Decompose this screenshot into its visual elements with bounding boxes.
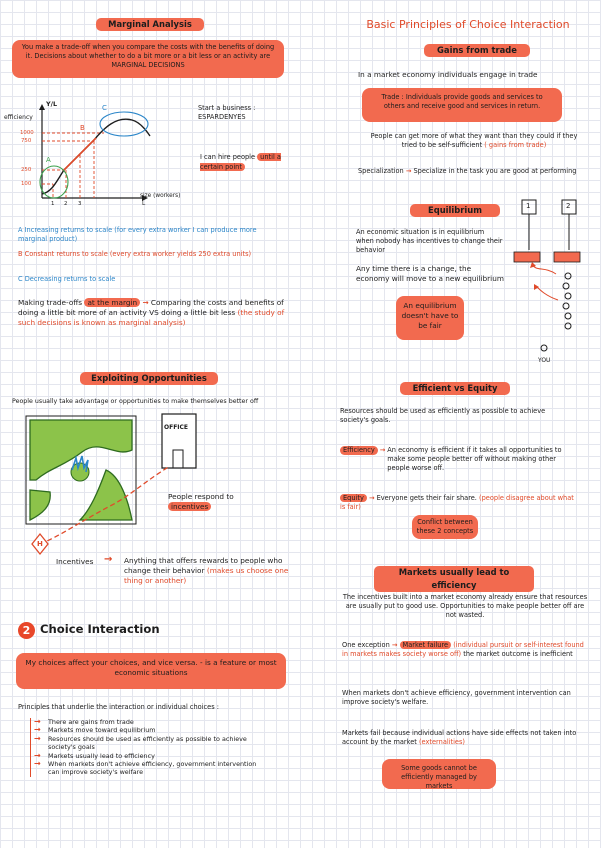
marginal-intro-text: You make a trade-off when you compare the costs with the benefits of doing it. Decisions about whether to do a bit more or a bit less or an activity are MARGINAL DECISIONS — [21, 43, 275, 69]
market-exception — [342, 641, 584, 659]
checkout-counter-1 — [514, 252, 540, 262]
equity-def — [340, 494, 580, 512]
exploiting-intro: People usually take advantage or opportunities to make themselves better off — [12, 398, 259, 405]
opportunity-map-drawing — [20, 410, 220, 560]
margin-note — [18, 298, 290, 328]
arrow-icon: → — [368, 494, 375, 502]
conflict-box — [412, 515, 478, 539]
chart-y-tick-100: 100 — [21, 181, 32, 187]
specialization — [358, 167, 598, 176]
efficiency-intro: Resources should be used as efficiently as possible to achieve society's goals. — [340, 407, 546, 424]
markets-box-text: Some goods cannot be efficiently managed by markets — [401, 764, 477, 790]
exception-red: (individual pursuit or self-interest found in markets makes society worse off) — [342, 641, 584, 658]
principles-label: Principles that underlie the interaction or individual choices : — [18, 703, 219, 711]
exception-post: the market outcome is inefficient — [463, 650, 573, 658]
incentives-def — [124, 556, 300, 586]
business-note: Start a business : ESPARDENYES — [198, 104, 256, 121]
you-label: YOU — [538, 357, 551, 364]
principle-item: → When markets don't achieve efficiency, government intervention can improve society's welfare — [34, 760, 258, 777]
returns-a: A Increasing returns to scale (for every extra worker I can produce more marginal product) — [18, 226, 257, 243]
respond-note-pre: People respond to — [168, 492, 234, 501]
incentives-label: Incentives — [56, 557, 94, 566]
efficiency-def — [340, 446, 578, 473]
trade-box-text: Trade : Individuals provide goods and services to others and receive good and services in return. — [381, 93, 543, 110]
markets-box — [382, 759, 496, 789]
specialization-label: Specialization — [358, 167, 404, 175]
people-more-text: People can get more of what they want than they could if they tried to be self-sufficient — [370, 132, 578, 149]
queue-drawing — [506, 196, 596, 366]
principle-item: → Resources should be used as efficiently as possible to achieve society's goals — [34, 735, 258, 752]
gains-title: Gains from trade — [424, 44, 530, 57]
checkout-counter-2 — [554, 252, 580, 262]
arrow-icon: → — [104, 554, 113, 565]
exception-label: One exception — [342, 641, 390, 649]
equilibrium-box-text: An equilibrium doesn't have to be fair — [401, 301, 459, 330]
choice-box — [16, 653, 286, 689]
arrow-icon: → — [379, 446, 386, 454]
marginal-analysis-title: Marginal Analysis — [96, 18, 204, 31]
arrow-icon: → — [391, 641, 398, 649]
efficiency-title: Efficient vs Equity — [400, 382, 510, 395]
section-number-badge: 2 — [18, 622, 35, 639]
chart-y-tick-1000: 1000 — [20, 130, 34, 136]
conflict-box-text: Conflict between these 2 concepts — [416, 518, 474, 535]
green-field-left — [30, 490, 50, 520]
markets-intro: The incentives built into a market economy already ensure that resources are usually put to good use. Opportunities to make people better off are not wasted. — [342, 593, 588, 619]
exploiting-title: Exploiting Opportunities — [80, 372, 218, 385]
principle-item: → Markets usually lead to efficiency — [34, 752, 258, 760]
marginal-intro-box — [12, 40, 284, 78]
respond-note-hl: incentives — [168, 502, 211, 511]
chart-x-tick-2: 2 — [64, 201, 68, 207]
basic-principles-title: Basic Principles of Choice Interaction — [366, 18, 570, 31]
exception-hl: Market failure — [400, 641, 452, 649]
specialization-def: Specialize in the task you are good at performing — [413, 167, 577, 175]
chart-point-b: B — [80, 124, 85, 132]
gains-intro: In a market economy individuals engage in trade — [358, 70, 538, 79]
queue-label-1: 1 — [526, 202, 531, 210]
equilibrium-box — [396, 296, 464, 340]
efficiency-label: Efficiency — [340, 446, 378, 455]
respond-note — [168, 492, 248, 512]
office-label: OFFICE — [164, 424, 189, 431]
hire-note-pre: I can hire people — [200, 153, 256, 161]
equity-label: Equity — [340, 494, 367, 502]
gov-intervention: When markets don't achieve efficiency, government intervention can improve society's welfare. — [342, 689, 571, 706]
margin-note-post: Comparing the costs and benefits of doing a little bit more of an activity VS doing a little bit less — [18, 298, 284, 317]
incentives-def-text: Anything that offers rewards to people who change their behavior — [124, 556, 283, 575]
hire-note-hl: until a certain point — [200, 153, 281, 171]
margin-note-red: (the study of such decisions is known as marginal analysis) — [18, 308, 285, 327]
queue-label-2: 2 — [566, 202, 571, 210]
margin-note-hl: at the margin — [84, 298, 140, 307]
margin-note-pre: Making trade-offs — [18, 298, 83, 307]
green-field-right — [80, 470, 132, 520]
chart-x-label: size (workers) — [140, 193, 181, 199]
market-fail — [342, 729, 582, 747]
chart-y-tick-250: 250 — [21, 167, 32, 173]
chart-x-tick-3: 3 — [78, 201, 82, 207]
incentives-red: (makes us choose one thing or another) — [124, 566, 289, 585]
person-you-icon — [541, 345, 547, 351]
principles-list — [30, 718, 258, 777]
chart-y-tick-750: 750 — [21, 138, 32, 144]
efficiency-def-text: An economy is efficient if it takes all opportunities to make some people better off without making other people worse off. — [387, 446, 562, 472]
market-fail-red: (externalities) — [418, 738, 466, 746]
chart-y-unit: Y/L — [46, 100, 58, 108]
chart-x-tick-1: 1 — [51, 201, 55, 207]
arrow-icon: → — [142, 298, 149, 307]
chart-x-unit: L — [142, 201, 146, 207]
segment-c-circle — [100, 112, 148, 136]
choice-title: Choice Interaction — [40, 622, 160, 636]
markets-title: Markets usually lead to efficiency — [374, 566, 534, 592]
returns-c: C Decreasing returns to scale — [18, 275, 116, 283]
principle-item: → Markets move toward equilibrium — [34, 726, 258, 734]
equilibrium-title: Equilibrium — [410, 204, 500, 217]
principle-item: → There are gains from trade — [34, 718, 258, 726]
trade-box — [362, 88, 562, 122]
choice-box-text: My choices affect your choices, and vice versa. - is a feature or most economic situations — [25, 658, 277, 677]
returns-b: B Constant returns to scale (every extra worker yields 250 extra units) — [18, 250, 252, 258]
chart-y-label: efficiency — [4, 114, 33, 121]
equity-def-text: Everyone gets their fair share. — [376, 494, 477, 502]
market-fail-text: Markets fail because individual actions have side effects not taken into account by the market — [342, 729, 577, 746]
chart-point-a: A — [46, 156, 51, 164]
arrow-icon: → — [405, 167, 412, 175]
production-curve — [42, 119, 150, 194]
people-more-red: ( gains from trade) — [484, 141, 547, 149]
chart-point-c: C — [102, 104, 107, 112]
hire-note — [200, 152, 296, 172]
equilibrium-def: An economic situation is in equilibrium when nobody has incentives to change their behavior — [356, 228, 503, 254]
incentive-marker-letter: H — [37, 540, 43, 548]
equilibrium-change: Any time there is a change, the economy will move to a new equilibrium — [356, 264, 504, 283]
equity-red: (people disagree about what is fair) — [340, 494, 574, 511]
segment-a-circle — [40, 166, 68, 198]
people-more — [364, 132, 584, 150]
